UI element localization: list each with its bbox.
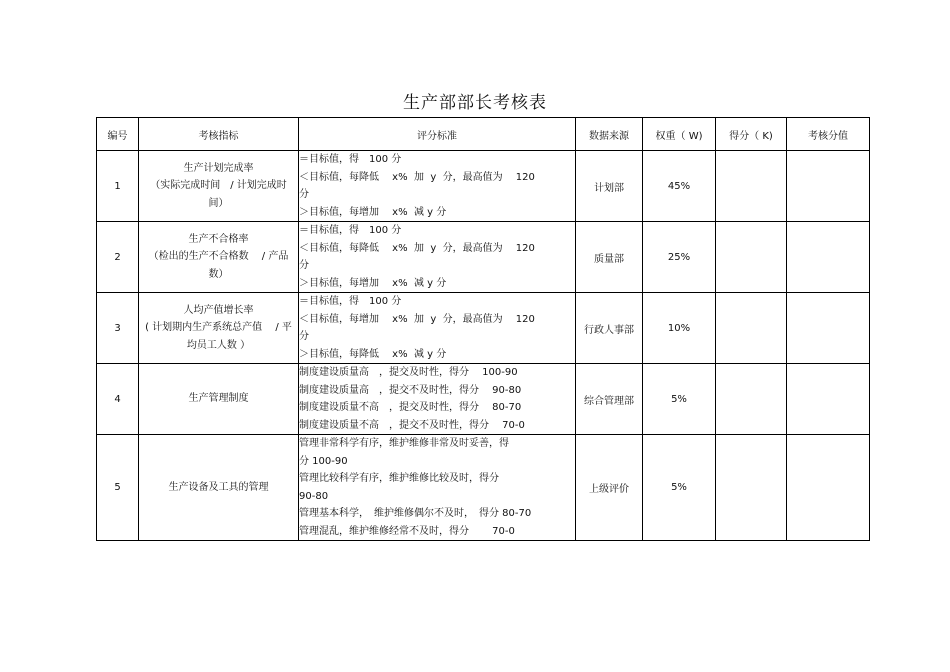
cell-weight: 10% (643, 293, 716, 364)
indicator-line: 数） (208, 268, 229, 280)
table-row (97, 293, 870, 364)
cell-criteria (299, 293, 576, 364)
table-row (97, 364, 870, 435)
cell-no: 5 (97, 435, 139, 541)
indicator-line: 间） (208, 197, 229, 209)
criteria-line: ＞目标值，每降低 x% 减 y 分 (299, 348, 447, 360)
criteria-line: ＞目标值，每增加 x% 减 y 分 (299, 206, 447, 218)
header-indicator: 考核指标 (139, 118, 299, 151)
cell-no: 4 (97, 364, 139, 435)
indicator-line: 均员工人数 ） (186, 339, 251, 351)
indicator-line: 生产设备及工具的管理 (168, 481, 269, 493)
indicator-line: 生产管理制度 (188, 393, 249, 405)
table-row (97, 151, 870, 222)
indicator-line: （检出的生产不合格数 / 产品 (148, 251, 289, 263)
header-source: 数据来源 (576, 118, 643, 151)
criteria-line: ＝目标值，得 100 分 (299, 296, 402, 307)
header-row (97, 118, 870, 151)
cell-value (787, 293, 870, 364)
criteria-line: ＝目标值，得 100 分 (299, 225, 402, 236)
criteria-line: 制度建设质量不高 ，提交不及时性，得分 70-0 (299, 419, 525, 431)
table-row (97, 222, 870, 293)
cell-weight: 5% (643, 435, 716, 541)
cell-value (787, 151, 870, 222)
cell-source: 质量部 (576, 222, 643, 293)
cell-score (716, 151, 787, 222)
header-criteria: 评分标准 (299, 118, 576, 151)
criteria-line: 管理基本科学， 维护维修偶尔不及时， 得分 80-70 (299, 508, 532, 519)
cell-source: 计划部 (576, 151, 643, 222)
header-value: 考核分值 (787, 118, 870, 151)
table-row (97, 435, 870, 541)
cell-value (787, 222, 870, 293)
criteria-line: 管理非常科学有序，维护维修非常及时妥善，得 (299, 438, 509, 449)
indicator-line: ( 计划期内生产系统总产值 / 平 (145, 322, 292, 334)
cell-indicator (139, 222, 299, 293)
cell-criteria (299, 151, 576, 222)
criteria-line: 制度建设质量高 ，提交及时性，得分 100-90 (299, 367, 518, 378)
cell-score (716, 293, 787, 364)
cell-score (716, 364, 787, 435)
criteria-line: 管理比较科学有序，维护维修比较及时，得分 (299, 473, 499, 484)
criteria-line: 分 (299, 260, 309, 271)
page-title: 生产部部长考核表 (403, 93, 547, 113)
header-no: 编号 (97, 118, 139, 151)
criteria-line: 制度建设质量高 ，提交不及时性，得分 90-80 (299, 384, 522, 396)
criteria-line: ＜目标值，每降低 x% 加 y 分，最高值为 120 (299, 242, 535, 254)
criteria-line: ＞目标值，每增加 x% 减 y 分 (299, 277, 447, 289)
header-score: 得分（ K) (716, 118, 787, 151)
criteria-line: 90-80 (299, 490, 329, 502)
cell-source: 综合管理部 (576, 364, 643, 435)
cell-criteria (299, 435, 576, 541)
cell-value (787, 435, 870, 541)
cell-weight: 5% (643, 364, 716, 435)
header-weight: 权重（ W) (643, 118, 716, 151)
cell-no: 2 (97, 222, 139, 293)
cell-indicator (139, 435, 299, 541)
indicator-line: （实际完成时间 / 计划完成时 (150, 180, 287, 192)
cell-criteria (299, 222, 576, 293)
cell-source: 上级评价 (576, 435, 643, 541)
criteria-line: 分 (299, 189, 309, 200)
cell-score (716, 222, 787, 293)
indicator-line: 生产不合格率 (188, 233, 249, 245)
criteria-line: ＜目标值，每降低 x% 加 y 分，最高值为 120 (299, 171, 535, 183)
cell-no: 1 (97, 151, 139, 222)
cell-weight: 45% (643, 151, 716, 222)
cell-criteria (299, 364, 576, 435)
cell-no: 3 (97, 293, 139, 364)
cell-value (787, 364, 870, 435)
assessment-table (96, 117, 870, 541)
criteria-line: ＝目标值，得 100 分 (299, 154, 402, 165)
cell-source: 行政人事部 (576, 293, 643, 364)
criteria-line: 管理混乱，维护维修经常不及时，得分 70-0 (299, 525, 515, 537)
cell-indicator (139, 364, 299, 435)
cell-indicator (139, 293, 299, 364)
cell-weight: 25% (643, 222, 716, 293)
cell-indicator (139, 151, 299, 222)
cell-score (716, 435, 787, 541)
criteria-line: 制度建设质量不高 ，提交及时性，得分 80-70 (299, 402, 522, 413)
indicator-line: 生产计划完成率 (183, 162, 254, 174)
criteria-line: 分 (299, 331, 309, 342)
criteria-line: 分 100-90 (299, 455, 348, 467)
criteria-line: ＜目标值，每增加 x% 加 y 分，最高值为 120 (299, 313, 535, 325)
indicator-line: 人均产值增长率 (183, 304, 254, 316)
